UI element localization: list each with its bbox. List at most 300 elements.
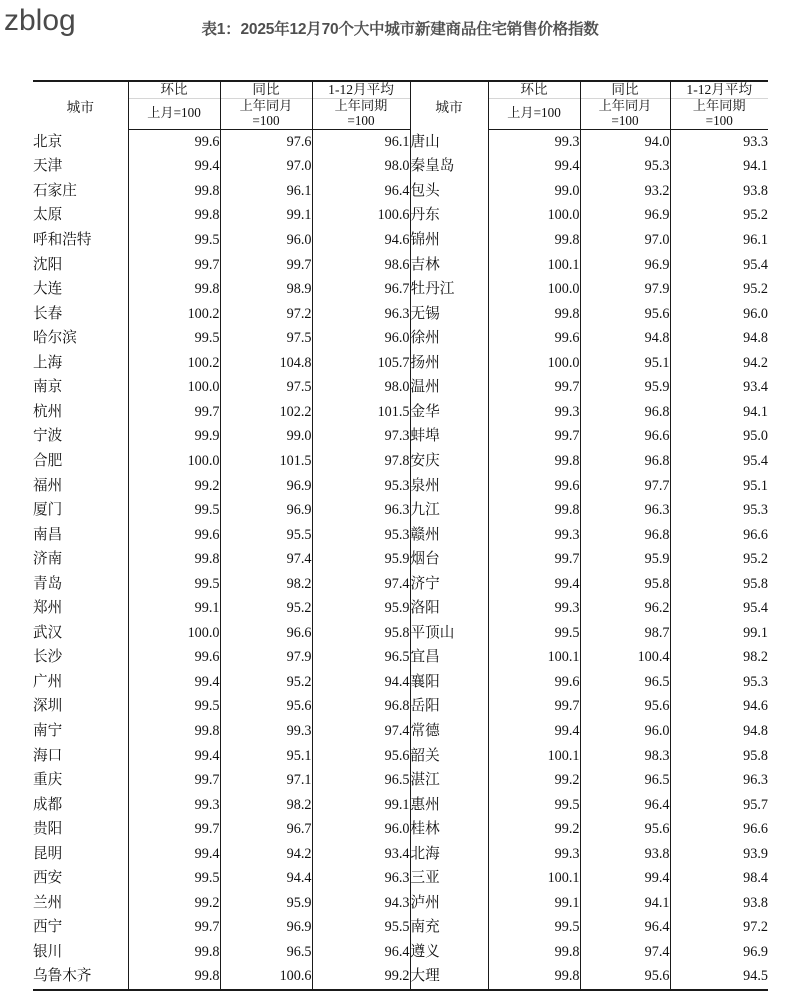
table-row: [33, 326, 768, 351]
avg-value-left: 96.5: [312, 768, 410, 793]
avg-value-right: 97.2: [670, 915, 768, 940]
city-name-right: 蚌埠: [410, 424, 488, 449]
mom-value-left: 99.7: [128, 817, 220, 842]
table-row: [33, 842, 768, 867]
table-row: [33, 179, 768, 204]
yoy-value-right: 95.9: [580, 375, 670, 400]
table-row: [33, 793, 768, 818]
yoy-value-right: 95.6: [580, 817, 670, 842]
avg-value-left: 96.4: [312, 179, 410, 204]
mom-value-right: 99.5: [488, 621, 580, 646]
city-name-left: 南京: [33, 379, 63, 396]
mom-value-left: 99.8: [128, 547, 220, 572]
avg-value-left: 95.3: [312, 474, 410, 499]
avg-value-left: 93.4: [312, 842, 410, 867]
mom-value-left: 99.5: [128, 694, 220, 719]
mom-value-right: 100.0: [488, 277, 580, 302]
mom-value-right: 99.4: [488, 719, 580, 744]
mom-value-right: 99.8: [488, 940, 580, 965]
city-name-left: 武汉: [33, 624, 63, 641]
mom-value-right: 100.1: [488, 866, 580, 891]
city-name-left: 西宁: [33, 919, 63, 936]
header-mom-basis-left: 上月=100: [128, 99, 220, 130]
avg-value-right: 95.2: [670, 547, 768, 572]
city-name-right: 牡丹江: [410, 277, 488, 302]
avg-value-left: 97.4: [312, 719, 410, 744]
avg-value-right: 99.1: [670, 621, 768, 646]
city-name-left: 大连: [33, 281, 63, 298]
header-mom-right: 环比: [488, 81, 580, 99]
yoy-value-left: 96.7: [220, 817, 312, 842]
mom-value-right: 100.0: [488, 203, 580, 228]
city-name-right: 韶关: [410, 744, 488, 769]
city-name-left: 长春: [33, 305, 63, 322]
city-name-right: 金华: [410, 400, 488, 425]
table-row: [33, 228, 768, 253]
city-name-left: 海口: [33, 747, 63, 764]
avg-value-right: 95.8: [670, 744, 768, 769]
mom-value-left: 99.8: [128, 203, 220, 228]
city-name-left: 福州: [33, 477, 63, 494]
city-name-right: 常德: [410, 719, 488, 744]
yoy-value-right: 96.0: [580, 719, 670, 744]
zblog-watermark: zblog: [4, 4, 76, 37]
header-yoy-basis-line1: 上年同月: [239, 98, 293, 114]
city-name-right: 济宁: [410, 572, 488, 597]
mom-value-right: 99.7: [488, 424, 580, 449]
mom-value-left: 99.8: [128, 179, 220, 204]
city-name-right: 南充: [410, 915, 488, 940]
mom-value-right: 99.3: [488, 523, 580, 548]
mom-value-left: 99.8: [128, 964, 220, 990]
yoy-value-left: 97.5: [220, 375, 312, 400]
table-row: [33, 351, 768, 376]
avg-value-right: 95.2: [670, 277, 768, 302]
avg-value-right: 98.4: [670, 866, 768, 891]
city-name-left: 石家庄: [33, 182, 77, 199]
avg-value-right: 93.8: [670, 179, 768, 204]
yoy-value-right: 94.8: [580, 326, 670, 351]
avg-value-left: 96.5: [312, 645, 410, 670]
header-row-basis: [33, 99, 768, 130]
avg-value-right: 95.3: [670, 670, 768, 695]
city-name-left: 郑州: [33, 600, 63, 617]
yoy-value-left: 104.8: [220, 351, 312, 376]
mom-value-left: 99.4: [128, 670, 220, 695]
yoy-value-left: 97.4: [220, 547, 312, 572]
avg-value-right: 95.4: [670, 253, 768, 278]
yoy-value-right: 93.2: [580, 179, 670, 204]
header-avg-right: 1-12月平均: [670, 81, 768, 99]
city-name-left: 贵阳: [33, 821, 63, 838]
mom-value-left: 99.7: [128, 253, 220, 278]
header-city-left: 城市: [33, 81, 128, 129]
avg-value-right: 94.5: [670, 964, 768, 990]
yoy-value-left: 96.6: [220, 621, 312, 646]
mom-value-right: 99.0: [488, 179, 580, 204]
avg-value-right: 98.2: [670, 645, 768, 670]
yoy-value-right: 96.3: [580, 498, 670, 523]
header-yoy-left: 同比: [220, 81, 312, 99]
yoy-value-left: 96.9: [220, 498, 312, 523]
header-avg-basis-right: [670, 99, 768, 130]
mom-value-right: 100.1: [488, 744, 580, 769]
yoy-value-left: 97.9: [220, 645, 312, 670]
avg-value-right: 93.8: [670, 891, 768, 916]
price-index-table-container: [33, 80, 768, 991]
yoy-value-left: 100.6: [220, 964, 312, 990]
table-row: [33, 523, 768, 548]
yoy-value-left: 97.0: [220, 154, 312, 179]
city-name-left: 济南: [33, 551, 63, 568]
avg-value-right: 94.6: [670, 694, 768, 719]
mom-value-left: 99.8: [128, 277, 220, 302]
table-row: [33, 424, 768, 449]
header-yoy-basis-line1: 上年同月: [598, 98, 652, 114]
avg-value-right: 96.3: [670, 768, 768, 793]
avg-value-left: 96.0: [312, 817, 410, 842]
city-name-right: 洛阳: [410, 596, 488, 621]
city-name-left: 重庆: [33, 772, 63, 789]
avg-value-right: 94.8: [670, 326, 768, 351]
yoy-value-right: 100.4: [580, 645, 670, 670]
table-row: [33, 400, 768, 425]
city-name-left: 兰州: [33, 894, 63, 911]
mom-value-left: 100.2: [128, 302, 220, 327]
yoy-value-left: 94.4: [220, 866, 312, 891]
city-name-right: 包头: [410, 179, 488, 204]
city-name-right: 岳阳: [410, 694, 488, 719]
city-name-left: 长沙: [33, 649, 63, 666]
city-name-right: 三亚: [410, 866, 488, 891]
header-avg-basis-line1: 上年同期: [692, 98, 746, 114]
mom-value-right: 99.3: [488, 596, 580, 621]
yoy-value-left: 99.3: [220, 719, 312, 744]
mom-value-right: 99.8: [488, 449, 580, 474]
avg-value-left: 94.3: [312, 891, 410, 916]
mom-value-right: 99.3: [488, 400, 580, 425]
table-row: [33, 154, 768, 179]
table-header: [33, 81, 768, 129]
yoy-value-left: 97.2: [220, 302, 312, 327]
avg-value-left: 94.4: [312, 670, 410, 695]
table-row: [33, 203, 768, 228]
yoy-value-right: 97.0: [580, 228, 670, 253]
table-row: [33, 253, 768, 278]
yoy-value-right: 99.4: [580, 866, 670, 891]
mom-value-left: 100.0: [128, 621, 220, 646]
avg-value-right: 93.9: [670, 842, 768, 867]
city-name-left: 北京: [33, 133, 63, 150]
mom-value-left: 99.6: [128, 645, 220, 670]
city-name-right: 襄阳: [410, 670, 488, 695]
city-name-right: 九江: [410, 498, 488, 523]
city-name-right: 徐州: [410, 326, 488, 351]
table-row: [33, 817, 768, 842]
yoy-value-right: 96.4: [580, 793, 670, 818]
yoy-value-left: 101.5: [220, 449, 312, 474]
yoy-value-left: 102.2: [220, 400, 312, 425]
table-row: [33, 474, 768, 499]
city-name-left: 宁波: [33, 428, 63, 445]
avg-value-left: 96.3: [312, 866, 410, 891]
mom-value-right: 99.7: [488, 547, 580, 572]
mom-value-left: 99.7: [128, 768, 220, 793]
avg-value-right: 94.1: [670, 154, 768, 179]
avg-value-right: 96.9: [670, 940, 768, 965]
mom-value-right: 99.3: [488, 842, 580, 867]
avg-value-left: 96.8: [312, 694, 410, 719]
mom-value-right: 99.2: [488, 768, 580, 793]
mom-value-left: 99.6: [128, 523, 220, 548]
avg-value-left: 97.8: [312, 449, 410, 474]
yoy-value-right: 93.8: [580, 842, 670, 867]
header-row-group: [33, 81, 768, 99]
avg-value-left: 97.3: [312, 424, 410, 449]
city-name-right: 遵义: [410, 940, 488, 965]
avg-value-left: 95.6: [312, 744, 410, 769]
header-avg-basis-line1: 上年同期: [334, 98, 388, 114]
table-row: [33, 129, 768, 154]
yoy-value-right: 96.8: [580, 400, 670, 425]
city-name-left: 沈阳: [33, 256, 63, 273]
city-name-left: 杭州: [33, 403, 63, 420]
city-name-left: 上海: [33, 354, 63, 371]
avg-value-left: 98.0: [312, 154, 410, 179]
avg-value-left: 95.9: [312, 596, 410, 621]
yoy-value-left: 99.0: [220, 424, 312, 449]
avg-value-left: 95.9: [312, 547, 410, 572]
mom-value-left: 99.5: [128, 498, 220, 523]
city-name-left: 深圳: [33, 698, 63, 715]
avg-value-right: 95.4: [670, 449, 768, 474]
yoy-value-right: 96.8: [580, 449, 670, 474]
mom-value-left: 99.7: [128, 400, 220, 425]
yoy-value-right: 94.0: [580, 129, 670, 154]
yoy-value-right: 95.6: [580, 302, 670, 327]
table-row: [33, 670, 768, 695]
city-name-left: 太原: [33, 207, 63, 224]
avg-value-left: 96.3: [312, 302, 410, 327]
city-name-right: 扬州: [410, 351, 488, 376]
table-row: [33, 744, 768, 769]
mom-value-left: 100.2: [128, 351, 220, 376]
avg-value-right: 96.6: [670, 817, 768, 842]
avg-value-left: 96.3: [312, 498, 410, 523]
yoy-value-right: 97.7: [580, 474, 670, 499]
header-avg-basis-left: [312, 99, 410, 130]
avg-value-right: 95.1: [670, 474, 768, 499]
mom-value-left: 99.6: [128, 129, 220, 154]
yoy-value-left: 97.6: [220, 129, 312, 154]
avg-value-left: 94.6: [312, 228, 410, 253]
yoy-value-right: 98.7: [580, 621, 670, 646]
yoy-value-left: 95.2: [220, 670, 312, 695]
city-name-left: 乌鲁木齐: [33, 964, 128, 990]
city-name-right: 平顶山: [410, 621, 488, 646]
city-name-left: 银川: [33, 943, 63, 960]
avg-value-left: 96.0: [312, 326, 410, 351]
avg-value-left: 98.0: [312, 375, 410, 400]
mom-value-right: 99.8: [488, 498, 580, 523]
avg-value-right: 94.1: [670, 400, 768, 425]
avg-value-right: 94.2: [670, 351, 768, 376]
table-row: [33, 547, 768, 572]
table-row: [33, 940, 768, 965]
header-mom-basis-right: 上月=100: [488, 99, 580, 130]
yoy-value-left: 99.1: [220, 203, 312, 228]
header-avg-basis-line2: =100: [347, 112, 375, 128]
mom-value-left: 100.0: [128, 375, 220, 400]
avg-value-right: 95.0: [670, 424, 768, 449]
mom-value-right: 99.8: [488, 302, 580, 327]
city-name-right: 唐山: [410, 129, 488, 154]
table-row: [33, 915, 768, 940]
table-row: [33, 302, 768, 327]
avg-value-left: 96.1: [312, 129, 410, 154]
mom-value-left: 99.9: [128, 424, 220, 449]
mom-value-left: 99.8: [128, 719, 220, 744]
avg-value-left: 95.8: [312, 621, 410, 646]
yoy-value-right: 96.9: [580, 203, 670, 228]
yoy-value-right: 98.3: [580, 744, 670, 769]
city-name-right: 宜昌: [410, 645, 488, 670]
mom-value-left: 99.5: [128, 326, 220, 351]
table-row: [33, 719, 768, 744]
avg-value-right: 96.1: [670, 228, 768, 253]
table-body: [33, 129, 768, 990]
header-avg-basis-line2: =100: [705, 112, 733, 128]
city-name-left: 厦门: [33, 502, 63, 519]
mom-value-left: 99.1: [128, 596, 220, 621]
mom-value-left: 99.7: [128, 915, 220, 940]
mom-value-right: 99.5: [488, 793, 580, 818]
city-name-left: 南宁: [33, 722, 63, 739]
yoy-value-right: 96.9: [580, 253, 670, 278]
city-name-right: 泉州: [410, 474, 488, 499]
mom-value-right: 99.5: [488, 915, 580, 940]
table-row: [33, 866, 768, 891]
yoy-value-right: 95.6: [580, 964, 670, 990]
avg-value-left: 96.4: [312, 940, 410, 965]
mom-value-right: 99.4: [488, 154, 580, 179]
city-name-left: 成都: [33, 796, 63, 813]
mom-value-left: 99.4: [128, 842, 220, 867]
yoy-value-right: 95.3: [580, 154, 670, 179]
yoy-value-right: 95.6: [580, 694, 670, 719]
avg-value-right: 93.3: [670, 129, 768, 154]
yoy-value-left: 95.5: [220, 523, 312, 548]
city-name-right: 泸州: [410, 891, 488, 916]
mom-value-left: 99.4: [128, 154, 220, 179]
yoy-value-left: 97.1: [220, 768, 312, 793]
city-name-left: 广州: [33, 673, 63, 690]
yoy-value-left: 96.9: [220, 474, 312, 499]
header-city-right: 城市: [410, 81, 488, 129]
yoy-value-right: 96.4: [580, 915, 670, 940]
avg-value-right: 96.6: [670, 523, 768, 548]
yoy-value-left: 96.0: [220, 228, 312, 253]
mom-value-right: 99.7: [488, 375, 580, 400]
page-title: 表1：2025年12月70个大中城市新建商品住宅销售价格指数: [201, 21, 599, 38]
avg-value-left: 101.5: [312, 400, 410, 425]
mom-value-right: 99.4: [488, 572, 580, 597]
yoy-value-right: 95.8: [580, 572, 670, 597]
header-yoy-basis-left: [220, 99, 312, 130]
city-name-right: 桂林: [410, 817, 488, 842]
avg-value-right: 95.7: [670, 793, 768, 818]
yoy-value-right: 97.9: [580, 277, 670, 302]
mom-value-left: 99.5: [128, 228, 220, 253]
avg-value-left: 105.7: [312, 351, 410, 376]
mom-value-right: 99.2: [488, 817, 580, 842]
yoy-value-left: 94.2: [220, 842, 312, 867]
table-row: [33, 891, 768, 916]
city-name-right: 安庆: [410, 449, 488, 474]
mom-value-left: 99.5: [128, 866, 220, 891]
header-mom-left: 环比: [128, 81, 220, 99]
mom-value-right: 99.6: [488, 670, 580, 695]
table-row: [33, 596, 768, 621]
city-name-left: 西安: [33, 870, 63, 887]
city-name-right: 秦皇岛: [410, 154, 488, 179]
avg-value-left: 99.2: [312, 964, 410, 990]
city-name-left: 南昌: [33, 526, 63, 543]
yoy-value-left: 95.2: [220, 596, 312, 621]
mom-value-left: 99.4: [128, 744, 220, 769]
yoy-value-left: 96.5: [220, 940, 312, 965]
table-row: [33, 277, 768, 302]
yoy-value-right: 97.4: [580, 940, 670, 965]
city-name-right: 吉林: [410, 253, 488, 278]
mom-value-left: 99.8: [128, 940, 220, 965]
mom-value-right: 99.7: [488, 694, 580, 719]
table-row: [33, 375, 768, 400]
city-name-left: 青岛: [33, 575, 63, 592]
yoy-value-left: 95.9: [220, 891, 312, 916]
avg-value-right: 93.4: [670, 375, 768, 400]
table-row: [33, 694, 768, 719]
avg-value-left: 97.4: [312, 572, 410, 597]
city-name-right: 丹东: [410, 203, 488, 228]
table-row: [33, 768, 768, 793]
yoy-value-left: 95.1: [220, 744, 312, 769]
avg-value-right: 96.0: [670, 302, 768, 327]
header-avg-left: 1-12月平均: [312, 81, 410, 99]
avg-value-right: 95.4: [670, 596, 768, 621]
mom-value-right: 99.6: [488, 326, 580, 351]
avg-value-left: 96.7: [312, 277, 410, 302]
mom-value-right: 99.8: [488, 228, 580, 253]
yoy-value-right: 96.6: [580, 424, 670, 449]
yoy-value-left: 97.5: [220, 326, 312, 351]
yoy-value-left: 98.9: [220, 277, 312, 302]
avg-value-left: 100.6: [312, 203, 410, 228]
city-name-right: 烟台: [410, 547, 488, 572]
table-row: [33, 964, 768, 990]
avg-value-right: 95.8: [670, 572, 768, 597]
avg-value-left: 98.6: [312, 253, 410, 278]
yoy-value-left: 98.2: [220, 793, 312, 818]
yoy-value-right: 96.8: [580, 523, 670, 548]
avg-value-left: 99.1: [312, 793, 410, 818]
city-name-right: 北海: [410, 842, 488, 867]
mom-value-left: 100.0: [128, 449, 220, 474]
yoy-value-left: 96.9: [220, 915, 312, 940]
avg-value-left: 95.5: [312, 915, 410, 940]
table-row: [33, 645, 768, 670]
city-name-left: 哈尔滨: [33, 330, 77, 347]
